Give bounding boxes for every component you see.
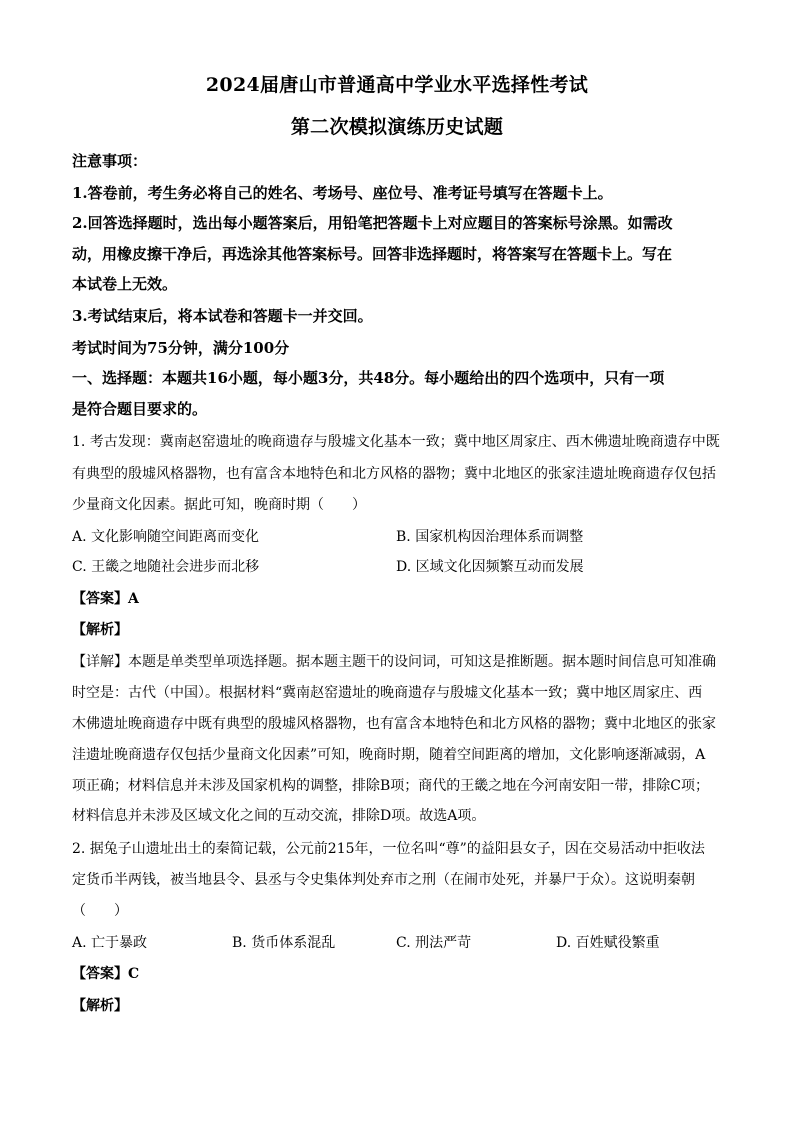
notice-item-2-line-1: 2.回答选择题时，选出每小题答案后，用铅笔把答题卡上对应题目的答案标号涂黑。如需改 — [72, 214, 673, 232]
q2-option-c: C. 刑法严苛 — [396, 935, 472, 951]
notice-item-2-line-2: 动，用橡皮擦干净后，再选涂其他答案标号。回答非选择题时，将答案写在答题卡上。写在 — [72, 245, 673, 263]
notice-item-2-line-3: 本试卷上无效。 — [72, 275, 178, 293]
q1-option-c: C. 王畿之地随社会进步而北移 — [72, 559, 260, 575]
q1-stem-line-2: 有典型的殷墟风格器物，也有富含本地特色和北方风格的器物；冀中北地区的张家洼遗址晚商遗存仅包括 — [72, 466, 716, 482]
q1-option-d: D. 区域文化因频繁互动而发展 — [396, 559, 584, 575]
notice-item-3: 3.考试结束后，将本试卷和答题卡一并交回。 — [72, 307, 373, 325]
q1-stem-line-3: 少量商文化因素。据此可知，晚商时期（ ） — [72, 497, 366, 513]
section-heading-line-1: 一、选择题：本题共16小题，每小题3分，共48分。每小题给出的四个选项中，只有一项 — [72, 369, 665, 387]
q1-detail-line-1: 【详解】本题是单类型单项选择题。据本题主题干的设问词，可知这是推断题。据本题时间信息可知准确 — [72, 654, 716, 670]
q1-detail-line-5: 项正确；材料信息并未涉及国家机构的调整，排除B项；商代的王畿之地在今河南安阳一带，排除C项； — [72, 778, 709, 794]
q2-answer: 【答案】C — [72, 966, 140, 982]
notice-heading: 注意事项： — [72, 152, 148, 170]
q1-detail-line-2: 时空是：古代（中国）。根据材料“冀南赵窑遗址的晚商遗存与殷墟文化基本一致；冀中地区周家庄、西 — [72, 685, 703, 701]
q1-stem-line-1: 1. 考古发现：冀南赵窑遗址的晚商遗存与殷墟文化基本一致；冀中地区周家庄、西木佛遗址晚商遗存中既 — [72, 434, 720, 450]
q2-option-a: A. 亡于暴政 — [72, 935, 148, 951]
q2-option-d: D. 百姓赋役繁重 — [556, 935, 660, 951]
section-heading-line-2: 是符合题目要求的。 — [72, 400, 208, 418]
q2-stem-line-3: （ ） — [72, 903, 128, 919]
q1-option-b: B. 国家机构因治理体系而调整 — [396, 529, 584, 545]
exam-time: 考试时间为75分钟，满分100分 — [72, 339, 290, 357]
q1-analysis-label: 【解析】 — [72, 622, 128, 638]
q1-detail-line-3: 木佛遗址晚商遗存中既有典型的殷墟风格器物，也有富含本地特色和北方风格的器物；冀中北地区的张家 — [72, 716, 716, 732]
q1-answer: 【答案】A — [72, 591, 139, 607]
exam-subtitle: 第二次模拟演练历史试题 — [290, 116, 504, 138]
q2-option-b: B. 货币体系混乱 — [232, 935, 336, 951]
q2-analysis-label: 【解析】 — [72, 998, 128, 1014]
q1-detail-line-6: 材料信息并未涉及区域文化之间的互动交流，排除D项。故选A项。 — [72, 808, 486, 824]
exam-title: 2024届唐山市普通高中学业水平选择性考试 — [205, 74, 589, 96]
q2-stem-line-2: 定货币半两钱，被当地县令、县丞与令史集体判处弃市之刑（在闹市处死，并暴尸于众）。这说明秦朝 — [72, 872, 695, 888]
q1-option-a: A. 文化影响随空间距离而变化 — [72, 529, 260, 545]
q2-stem-line-1: 2. 据兔子山遗址出土的秦简记载，公元前215年，一位名叫“尊”的益阳县女子，因在交易活动中拒收法 — [72, 841, 705, 857]
q1-detail-line-4: 洼遗址晚商遗存仅包括少量商文化因素”可知，晚商时期，随着空间距离的增加，文化影响逐渐减弱，A — [72, 747, 706, 763]
notice-item-1: 1.答卷前，考生务必将自己的姓名、考场号、座位号、准考证号填写在答题卡上。 — [72, 184, 613, 202]
